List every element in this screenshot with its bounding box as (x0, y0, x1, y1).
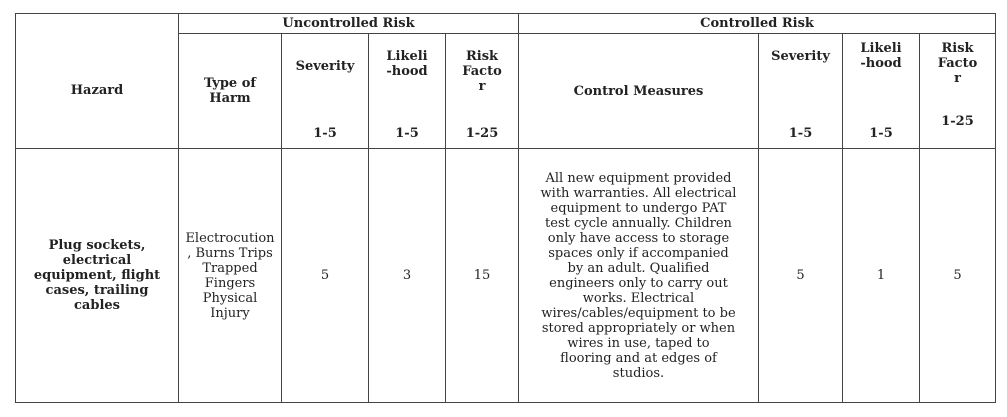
ctl-risk-factor-header (920, 34, 996, 149)
risk-factor-range: 1-25 (465, 126, 499, 142)
risk-factor-cell: 15 (446, 149, 519, 403)
ctl-severity-header (759, 34, 843, 149)
type-of-harm-header (179, 34, 282, 149)
ctl-risk-factor-range: 1-25 (941, 114, 974, 130)
control-measures-header: Control Measures (519, 34, 759, 149)
likelihood-label: Likeli -hood (386, 49, 428, 80)
type-of-harm-cell (179, 149, 282, 403)
severity-header (282, 34, 369, 149)
type-of-harm-label: Type of Harm (204, 76, 256, 107)
hazard-text: Plug sockets, electrical equipment, flight cases, trailing cables (33, 238, 161, 314)
ctl-likelihood-range: 1-5 (869, 126, 893, 142)
ctl-risk-factor-label: Risk Factor (937, 41, 978, 87)
ctl-severity-label: Severity (771, 49, 830, 65)
ctl-risk-factor-cell: 5 (920, 149, 996, 403)
hazard-header: Hazard (16, 34, 179, 149)
ctl-likelihood-cell: 1 (843, 149, 920, 403)
ctl-likelihood-label: Likeli -hood (860, 41, 902, 72)
ctl-severity-range: 1-5 (788, 126, 813, 142)
risk-factor-header (446, 34, 519, 149)
control-measures-text: All new equipment provided with warranties. All electrical equipment to undergo PAT test cycle annually. Children only have access to storage spaces only if accompanied by an adult. Qualified engineers only to carry out works. Electrical wires/cables/equipment to be stored appropriately or when wires in use, taped to flooring and at edges of studios. (540, 170, 737, 381)
ctl-severity-cell: 5 (759, 149, 843, 403)
blank-corner (16, 14, 179, 34)
type-of-harm-text: Electrocution , Burns Trips Trapped Fingers Physical Injury (185, 230, 275, 321)
section-header-row (16, 14, 996, 34)
likelihood-header (369, 34, 446, 149)
risk-assessment-table (15, 13, 996, 403)
likelihood-range: 1-5 (395, 126, 419, 142)
likelihood-cell: 3 (369, 149, 446, 403)
column-header-row (16, 34, 996, 149)
severity-label: Severity (295, 59, 355, 75)
uncontrolled-risk-heading: Uncontrolled Risk (179, 14, 519, 34)
controlled-risk-heading: Controlled Risk (519, 14, 996, 34)
hazard-cell (16, 149, 179, 403)
table-row (16, 149, 996, 403)
risk-factor-label: Risk Factor (462, 49, 502, 95)
severity-range: 1-5 (313, 126, 337, 142)
severity-cell: 5 (282, 149, 369, 403)
control-measures-cell (519, 149, 759, 403)
ctl-likelihood-header (843, 34, 920, 149)
